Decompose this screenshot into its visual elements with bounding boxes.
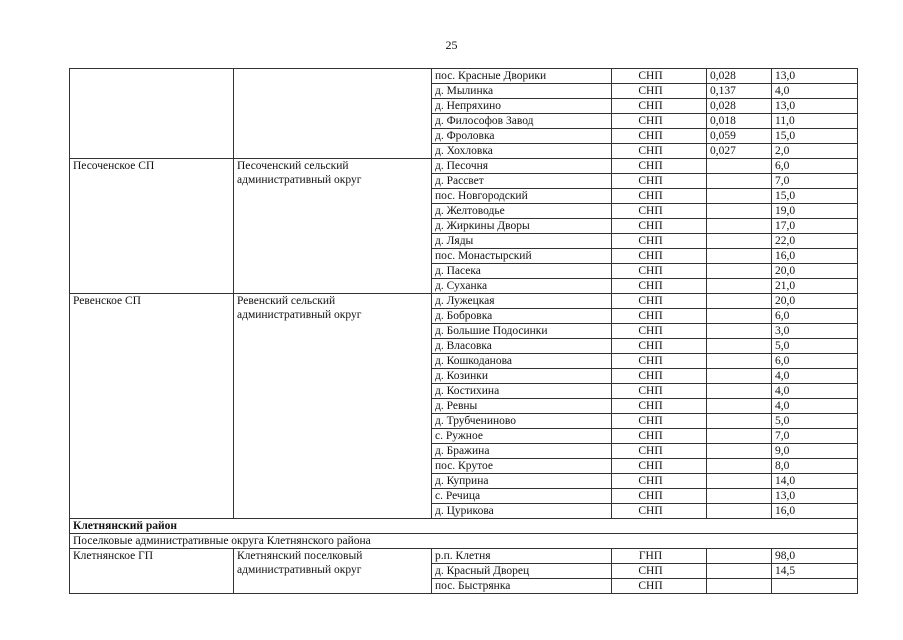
municipality-cell (70, 69, 234, 159)
value2-cell: 6,0 (772, 309, 858, 324)
value1-cell (707, 489, 772, 504)
value2-cell: 2,0 (772, 144, 858, 159)
settlement-cell: р.п. Клетня (432, 549, 612, 564)
value1-cell: 0,137 (707, 84, 772, 99)
value2-cell: 4,0 (772, 84, 858, 99)
district-cell: Песоченский сельский административный округ (234, 159, 432, 294)
section-title: Клетнянский район (70, 519, 858, 534)
settlement-cell: д. Куприна (432, 474, 612, 489)
type-cell: СНП (612, 564, 707, 579)
value1-cell: 0,018 (707, 114, 772, 129)
settlement-cell: д. Фроловка (432, 129, 612, 144)
type-cell: СНП (612, 324, 707, 339)
settlement-cell: д. Хохловка (432, 144, 612, 159)
settlement-cell: д. Кошкоданова (432, 354, 612, 369)
value2-cell: 15,0 (772, 189, 858, 204)
settlement-cell: д. Козинки (432, 369, 612, 384)
value1-cell (707, 219, 772, 234)
section-title-row (70, 519, 858, 534)
type-cell: СНП (612, 84, 707, 99)
value1-cell: 0,028 (707, 69, 772, 84)
value2-cell: 13,0 (772, 69, 858, 84)
district-cell: Ревенский сельский административный округ (234, 294, 432, 519)
value1-cell (707, 249, 772, 264)
value1-cell (707, 549, 772, 564)
value2-cell: 14,5 (772, 564, 858, 579)
value1-cell: 0,059 (707, 129, 772, 144)
settlement-cell: д. Жиркины Дворы (432, 219, 612, 234)
value1-cell (707, 369, 772, 384)
value2-cell: 4,0 (772, 369, 858, 384)
value2-cell: 13,0 (772, 99, 858, 114)
section-subtitle-row (70, 534, 858, 549)
value1-cell (707, 354, 772, 369)
value1-cell (707, 504, 772, 519)
settlement-cell: д. Мылинка (432, 84, 612, 99)
value1-cell: 0,028 (707, 99, 772, 114)
value1-cell (707, 474, 772, 489)
value1-cell (707, 399, 772, 414)
table-row (70, 69, 858, 84)
value1-cell (707, 339, 772, 354)
settlement-cell: д. Большие Подосинки (432, 324, 612, 339)
value1-cell (707, 429, 772, 444)
value1-cell (707, 459, 772, 474)
settlement-cell: д. Философов Завод (432, 114, 612, 129)
value1-cell: 0,027 (707, 144, 772, 159)
settlement-cell: д. Костихина (432, 384, 612, 399)
settlement-cell: д. Суханка (432, 279, 612, 294)
value1-cell (707, 264, 772, 279)
type-cell: СНП (612, 279, 707, 294)
value1-cell (707, 414, 772, 429)
settlement-cell: д. Рассвет (432, 174, 612, 189)
settlement-cell: д. Песочня (432, 159, 612, 174)
settlement-cell: с. Речица (432, 489, 612, 504)
value2-cell: 3,0 (772, 324, 858, 339)
type-cell: СНП (612, 189, 707, 204)
settlement-cell: пос. Крутое (432, 459, 612, 474)
settlement-cell: д. Бобровка (432, 309, 612, 324)
table-row (70, 159, 858, 174)
value2-cell: 13,0 (772, 489, 858, 504)
value2-cell: 7,0 (772, 429, 858, 444)
type-cell: СНП (612, 459, 707, 474)
value2-cell: 11,0 (772, 114, 858, 129)
value2-cell: 4,0 (772, 399, 858, 414)
value1-cell (707, 234, 772, 249)
section-subtitle: Поселковые административные округа Клетнянского района (70, 534, 858, 549)
value1-cell (707, 294, 772, 309)
value1-cell (707, 324, 772, 339)
type-cell: СНП (612, 339, 707, 354)
value2-cell: 20,0 (772, 264, 858, 279)
type-cell: СНП (612, 249, 707, 264)
value2-cell: 6,0 (772, 354, 858, 369)
value1-cell (707, 384, 772, 399)
type-cell: СНП (612, 69, 707, 84)
value2-cell: 16,0 (772, 504, 858, 519)
type-cell: ГНП (612, 549, 707, 564)
settlement-cell: д. Пасека (432, 264, 612, 279)
settlement-cell: д. Красный Дворец (432, 564, 612, 579)
settlements-table (69, 68, 858, 594)
value2-cell: 14,0 (772, 474, 858, 489)
type-cell: СНП (612, 174, 707, 189)
settlement-cell: д. Ляды (432, 234, 612, 249)
value2-cell: 5,0 (772, 339, 858, 354)
type-cell: СНП (612, 129, 707, 144)
value2-cell: 9,0 (772, 444, 858, 459)
value2-cell: 4,0 (772, 384, 858, 399)
type-cell: СНП (612, 399, 707, 414)
value1-cell (707, 279, 772, 294)
value2-cell (772, 579, 858, 594)
value1-cell (707, 564, 772, 579)
type-cell: СНП (612, 354, 707, 369)
value1-cell (707, 444, 772, 459)
value1-cell (707, 309, 772, 324)
type-cell: СНП (612, 204, 707, 219)
settlement-cell: пос. Новгородский (432, 189, 612, 204)
type-cell: СНП (612, 384, 707, 399)
settlement-cell: д. Власовка (432, 339, 612, 354)
district-cell (234, 69, 432, 159)
type-cell: СНП (612, 444, 707, 459)
settlement-cell: д. Бражина (432, 444, 612, 459)
settlement-cell: с. Ружное (432, 429, 612, 444)
settlement-cell: д. Непряхино (432, 99, 612, 114)
type-cell: СНП (612, 219, 707, 234)
value2-cell: 21,0 (772, 279, 858, 294)
municipality-cell: Песоченское СП (70, 159, 234, 294)
value2-cell: 98,0 (772, 549, 858, 564)
type-cell: СНП (612, 114, 707, 129)
value2-cell: 16,0 (772, 249, 858, 264)
type-cell: СНП (612, 474, 707, 489)
value1-cell (707, 159, 772, 174)
type-cell: СНП (612, 144, 707, 159)
table-row (70, 549, 858, 564)
settlement-cell: д. Лужецкая (432, 294, 612, 309)
value1-cell (707, 174, 772, 189)
settlement-cell: пос. Красные Дворики (432, 69, 612, 84)
value1-cell (707, 204, 772, 219)
settlement-cell: пос. Быстрянка (432, 579, 612, 594)
type-cell: СНП (612, 294, 707, 309)
type-cell: СНП (612, 489, 707, 504)
type-cell: СНП (612, 504, 707, 519)
page-number: 25 (445, 38, 458, 52)
value2-cell: 17,0 (772, 219, 858, 234)
value1-cell (707, 189, 772, 204)
settlement-cell: д. Желтоводье (432, 204, 612, 219)
value2-cell: 15,0 (772, 129, 858, 144)
value2-cell: 8,0 (772, 459, 858, 474)
type-cell: СНП (612, 414, 707, 429)
type-cell: СНП (612, 234, 707, 249)
settlement-cell: пос. Монастырский (432, 249, 612, 264)
settlement-cell: д. Ревны (432, 399, 612, 414)
value2-cell: 7,0 (772, 174, 858, 189)
type-cell: СНП (612, 369, 707, 384)
district-cell: Клетнянский поселковый административный округ (234, 549, 432, 594)
table-row (70, 294, 858, 309)
value2-cell: 5,0 (772, 414, 858, 429)
settlement-cell: д. Трубчениново (432, 414, 612, 429)
municipality-cell: Ревенское СП (70, 294, 234, 519)
value2-cell: 6,0 (772, 159, 858, 174)
type-cell: СНП (612, 264, 707, 279)
value2-cell: 22,0 (772, 234, 858, 249)
type-cell: СНП (612, 309, 707, 324)
value2-cell: 20,0 (772, 294, 858, 309)
municipality-cell: Клетнянское ГП (70, 549, 234, 594)
type-cell: СНП (612, 99, 707, 114)
settlement-cell: д. Цурикова (432, 504, 612, 519)
type-cell: СНП (612, 429, 707, 444)
value2-cell: 19,0 (772, 204, 858, 219)
value1-cell (707, 579, 772, 594)
type-cell: СНП (612, 579, 707, 594)
type-cell: СНП (612, 159, 707, 174)
